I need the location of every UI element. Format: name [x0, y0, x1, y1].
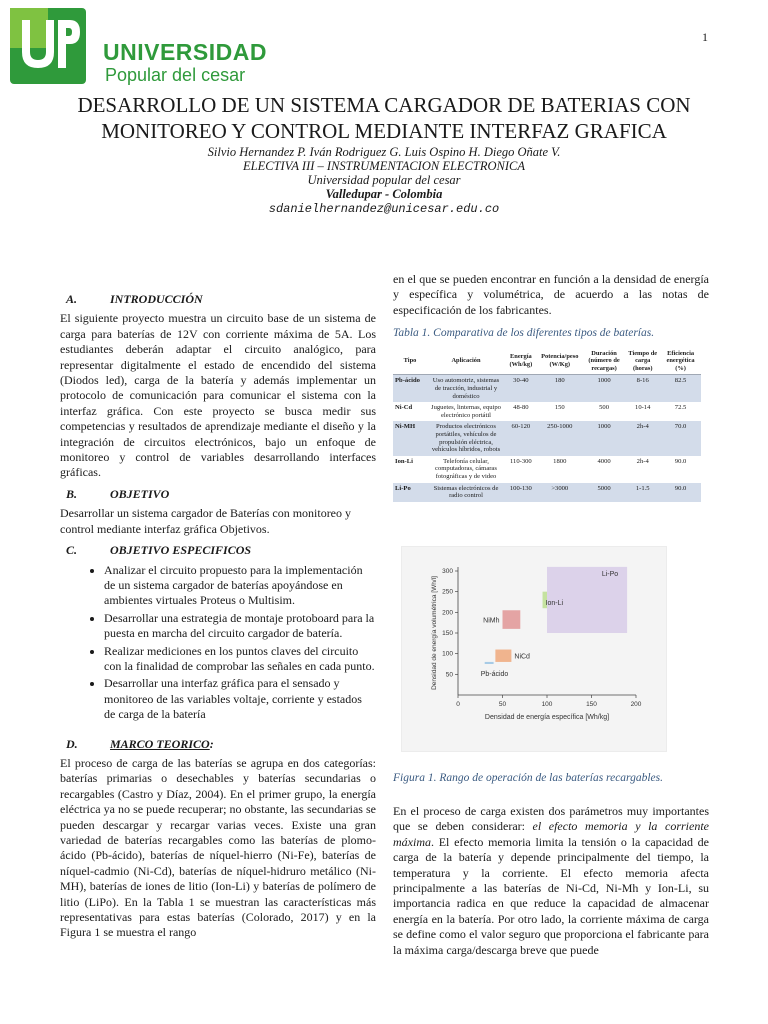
table-cell: 500 — [599, 404, 609, 412]
table-cell: 5000 — [583, 483, 626, 502]
section-heading-specific — [60, 543, 376, 558]
table-cell: 8-16 — [625, 375, 660, 402]
table-cell: Sistemas electrónicos de radio control — [427, 483, 505, 502]
x-tick-label: 150 — [586, 701, 597, 708]
table-cell: Li-Po — [393, 483, 427, 502]
table-row — [393, 421, 701, 455]
table-cell: Uso automotriz, sistemas de tracción, industrial y doméstico — [427, 375, 505, 402]
specific-objectives-list — [60, 563, 376, 723]
region-pb-ácido — [485, 662, 494, 664]
table-cell: 48-80 — [513, 404, 529, 412]
table-cell: Ni-MH — [393, 421, 427, 455]
column-header: Energía (Wh/kg) — [505, 348, 537, 375]
section-heading-intro — [60, 292, 376, 307]
table-cell: Juguetes, linternas, equipo electrónico portátil — [431, 404, 501, 419]
table-cell: 4000 — [597, 457, 611, 465]
table-caption: Tabla 1. Comparativa de los diferentes tipos de baterías. — [393, 327, 655, 340]
paragraph-text: . El efecto memoria limita la tensión o la capacidad de carga de la batería y depende principalmente del tiempo, la temperatura y la corriente. El efecto memoria afecta principalmente a las baterías de Ni-Cd, Ni-Mh y Ion-Li, su importancia radica en que reduce la capacidad de almacenar energía en la batería. Por otro lado, la corriente máxima de carga se define como el valor seguro que proporciona el fabricante para la máxima carga/descarga breve que puede — [393, 834, 709, 957]
table-cell: 150 — [554, 404, 565, 412]
table-cell: 2h-4 — [625, 421, 660, 455]
table-cell: 180 — [537, 375, 583, 402]
table-row — [393, 483, 701, 502]
paragraph-text: En el proceso de carga existen dos parámetros muy importantes que se deben considerar: — [393, 804, 709, 834]
battery-range-chart — [402, 547, 666, 751]
table-cell: 100-130 — [505, 483, 537, 502]
section-heading-theory — [60, 737, 376, 752]
x-tick-label: 0 — [456, 701, 460, 708]
list-item: • Realizar mediciones en los puntos claves del circuito con la finalidad de comprobar las señales en cada punto. — [104, 644, 376, 675]
emphasized-text: el efecto memoria y la corriente máxima — [393, 819, 709, 849]
y-tick-label: 150 — [442, 630, 453, 637]
theory-paragraph: El proceso de carga de las baterías se agrupa en dos categorías: baterías primarias o desechables y baterías secundarias o recargables (Castro y Díaz, 2004). En el primer grupo, la energía eléctrica ya no se puede recuperar; no obstante, las secundarias se pueden descargar y recargar varias veces. Existe una gran variedad de baterías recargables como las baterías de plomo-ácido (Pb-ácido), baterías de níquel-hierro (Ni-Fe), baterías de níquel-cadmio (Ni-Cd), baterías de níquel-hidruro metálico (Ni-MH), baterías de iones de litio (Ion-Li) y baterías de polímero de litio (LiPo). En la Tabla 1 se muestran las características más representativas para estas baterías (Colorado, 2017) y en la Figura 1 se muestra el rango — [60, 755, 376, 940]
table-cell: 72.5 — [674, 404, 687, 412]
column-header: Tipo — [393, 348, 427, 375]
section-title: INTRODUCCIÓN — [110, 292, 203, 306]
x-axis-label: Densidad de energía específica [Wh/kg] — [484, 714, 610, 721]
battery-comparison-table — [393, 348, 701, 502]
page-number: 1 — [702, 30, 708, 44]
figure-1 — [401, 546, 667, 752]
university-line: Universidad popular del cesar — [307, 173, 461, 187]
university-logo — [8, 6, 278, 90]
y-tick-label: 100 — [442, 650, 453, 658]
y-tick-label: 50 — [445, 671, 453, 679]
list-item: • Analizar el circuito propuesto para la implementación de un sistema cargador de baterías apoyándose en ambientes virtuales Proteus o Multisim. — [104, 563, 376, 609]
table-row — [393, 456, 701, 483]
column-header: Potencia/peso (W/Kg) — [537, 348, 583, 375]
column-header: Tiempo de carga (horas) — [625, 348, 660, 375]
table-cell: 60-120 — [505, 421, 537, 455]
list-item: • Desarrollar una estrategia de montaje protoboard para la puesta en marcha del circuito cargador de batería. — [104, 611, 376, 642]
section-title: OBJETIVO — [110, 486, 170, 501]
section-title: OBJETIVO ESPECIFICOS — [110, 543, 252, 558]
table-cell: 30-40 — [505, 375, 537, 402]
logo-subtitle: Popular del cesar — [105, 65, 246, 85]
section-heading-objective — [60, 487, 376, 502]
table-cell: 90.0 — [660, 483, 701, 502]
objective-paragraph: Desarrollar un sistema cargador de Baterías con monitoreo y control mediante interfaz gráfica Objetivos. — [60, 506, 352, 536]
section-letter: C. — [66, 543, 78, 558]
location-line: Valledupar - Colombia — [325, 187, 443, 201]
table-cell: 1000 — [583, 375, 626, 402]
x-tick-label: 50 — [498, 701, 507, 708]
region-label: NiMh — [483, 617, 500, 625]
table-cell: 1800 — [553, 457, 567, 465]
region-label: NiCd — [514, 653, 530, 661]
section-letter: B. — [66, 486, 78, 501]
table-cell: Pb-ácido — [393, 375, 427, 402]
table-cell: >3000 — [537, 483, 583, 502]
logo-mark-icon — [8, 6, 88, 86]
table-cell: Telefonía celular, computadoras, cámaras fotográficas y de video — [435, 457, 497, 480]
list-item: • Desarrollar una interfaz gráfica para el sensado y monitoreo de las variables voltaje, corriente y estados de carga de la batería — [104, 676, 376, 722]
table-cell: 82.5 — [660, 375, 701, 402]
table-header-row — [393, 348, 701, 375]
table-row — [393, 402, 701, 421]
author-email: sdanielhernandez@unicesar.edu.co — [268, 202, 500, 216]
table-cell: 2h-4 — [636, 457, 649, 465]
region-label: Pb-ácido — [480, 671, 509, 678]
column-header: Duración (número de recargas) — [583, 348, 626, 375]
column-header: Aplicación — [427, 348, 505, 375]
region-nimh — [503, 610, 521, 629]
left-column — [60, 292, 376, 941]
right-column — [393, 272, 709, 502]
right-lower-paragraph — [393, 804, 709, 958]
column-header: Eficiencia energética (%) — [660, 348, 701, 375]
paper-title: DESARROLLO DE UN SISTEMA CARGADOR DE BATERIAS CON MONITOREO Y CONTROL MEDIANTE INTERFAZ GRAFICA — [77, 93, 691, 143]
table-cell: 1000 — [583, 421, 626, 455]
y-axis-label: Densidad de energía volumétrica [Wh/l] — [431, 576, 438, 690]
x-tick-label: 200 — [630, 701, 642, 708]
title-block — [60, 92, 708, 217]
logo-title: UNIVERSIDAD — [103, 39, 267, 65]
section-title-colon: : — [209, 736, 214, 751]
y-tick-label: 200 — [442, 609, 453, 617]
region-nicd — [495, 650, 511, 662]
section-letter: A. — [66, 292, 78, 306]
section-letter: D. — [66, 736, 78, 751]
y-tick-label: 250 — [442, 588, 453, 596]
table-cell: Productos electrónicos portátiles, vehículos de propulsión eléctrica, vehículos híbridos, robots — [427, 421, 505, 455]
table-cell: Ion-Li — [395, 457, 413, 465]
table-cell: 70.0 — [660, 421, 701, 455]
course-line: ELECTIVA III – INSTRUMENTACION ELECTRONICA — [243, 159, 525, 173]
region-label: Ion-Li — [545, 600, 564, 607]
table-cell: Ni-Cd — [395, 404, 413, 412]
table-cell: 250-1000 — [537, 421, 583, 455]
table-cell: 110-300 — [510, 457, 532, 465]
continued-paragraph: en el que se pueden encontrar en función a la densidad de energía y específica y volumétrica, de acuerdo a las notas de especificación de los fabricantes. — [393, 272, 709, 317]
table-cell: 90.0 — [674, 457, 687, 465]
figure-caption: Figura 1. Rango de operación de las baterías recargables. — [393, 772, 664, 784]
y-tick-label: 300 — [442, 568, 453, 575]
region-label: Li-Po — [601, 571, 619, 579]
intro-paragraph: El siguiente proyecto muestra un circuito base de un sistema de carga para baterías de 12V con corriente máxima de 5A. Los estudiantes deberán adaptar el circuito analógico, para representar digitalmente el estado de encendido del sistema (Diodos led), carga de la batería y además implementar un protocolo de comunicación para comunicar el sistema con la interfaz gráfica. Con este proyecto se busca medir sus competencias y resultados de aprendizaje mediante el diseño y la integración de circuitos electrónicos, bajo un enfoque de monitoreo y control de variables desarrollando interfaces gráficas. — [60, 311, 376, 480]
table-cell: 10-14 — [635, 404, 651, 412]
table-cell: 1-1.5 — [625, 483, 660, 502]
section-title: MARCO TEORICO — [110, 736, 210, 751]
x-tick-label: 100 — [541, 701, 553, 708]
table-row — [393, 375, 701, 402]
author-list: Silvio Hernandez P. Iván Rodriguez G. Luis Ospino H. Diego Oñate V. — [207, 145, 561, 159]
